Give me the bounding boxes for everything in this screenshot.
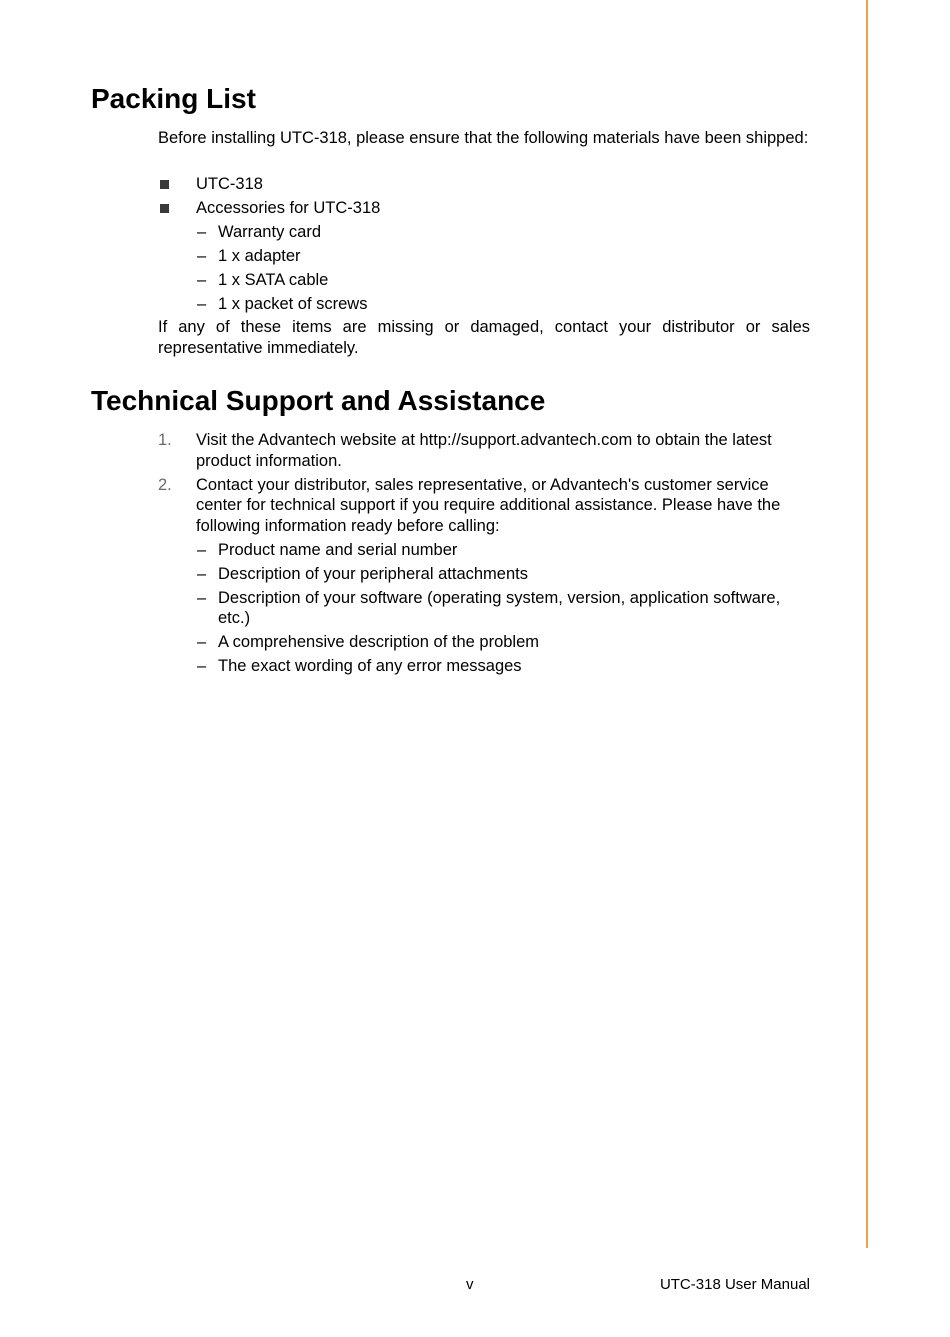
accessory-label: 1 x packet of screws <box>218 295 368 313</box>
list-item <box>158 430 810 471</box>
list-item <box>158 588 810 629</box>
page-number: v <box>466 1276 474 1293</box>
list-item <box>158 564 810 585</box>
dash-bullet-icon: – <box>197 271 207 289</box>
accessory-label: 1 x SATA cable <box>218 271 329 289</box>
accessory-label: Warranty card <box>218 223 321 241</box>
dash-bullet-icon: – <box>197 588 207 607</box>
list-item <box>158 198 810 219</box>
list-item <box>158 540 810 561</box>
list-item <box>158 632 810 653</box>
info-item-text: Product name and serial number <box>218 540 458 559</box>
packing-closing: If any of these items are missing or damaged, contact your distributor or sales representative immediately. <box>158 318 810 357</box>
step-number: 1. <box>158 431 172 449</box>
dash-bullet-icon: – <box>197 657 207 675</box>
dash-bullet-icon: – <box>197 540 207 559</box>
packing-list-heading: Packing List <box>91 83 256 114</box>
step-text: Contact your distributor, sales representative, or Advantech's customer service center for technical support if you require additional assistance. Please have the following information ready before calling: <box>196 475 781 535</box>
manual-title: UTC-318 User Manual <box>659 1276 810 1293</box>
square-bullet-icon <box>160 180 169 189</box>
list-item <box>158 294 810 315</box>
list-item <box>158 222 810 243</box>
packing-item-label: Accessories for UTC-318 <box>196 199 381 217</box>
accessory-label: 1 x adapter <box>218 247 301 265</box>
info-item-text: A comprehensive description of the problem <box>218 633 540 651</box>
list-item <box>158 270 810 291</box>
page-edge-rule <box>866 0 868 1248</box>
step-text: Visit the Advantech website at http://support.advantech.com to obtain the latest product information. <box>196 431 772 470</box>
list-item <box>158 174 810 195</box>
list-item <box>158 246 810 267</box>
support-steps-list <box>158 430 810 677</box>
support-heading: Technical Support and Assistance <box>91 385 546 416</box>
list-item <box>158 656 810 677</box>
dash-bullet-icon: – <box>197 633 207 651</box>
square-bullet-icon <box>160 204 169 213</box>
packing-item-label: UTC-318 <box>196 175 263 193</box>
dash-bullet-icon: – <box>197 247 207 265</box>
info-item-text: Description of your peripheral attachments <box>218 564 528 583</box>
info-item-text: The exact wording of any error messages <box>218 657 522 675</box>
step-number: 2. <box>158 475 172 494</box>
dash-bullet-icon: – <box>197 223 207 241</box>
list-item <box>158 475 810 537</box>
dash-bullet-icon: – <box>197 564 207 583</box>
packing-intro: Before installing UTC-318, please ensure that the following materials have been shipped: <box>158 129 809 147</box>
info-item-text: Description of your software (operating system, version, application software, etc.) <box>218 588 781 627</box>
dash-bullet-icon: – <box>197 295 207 313</box>
packing-items-list <box>158 174 810 315</box>
